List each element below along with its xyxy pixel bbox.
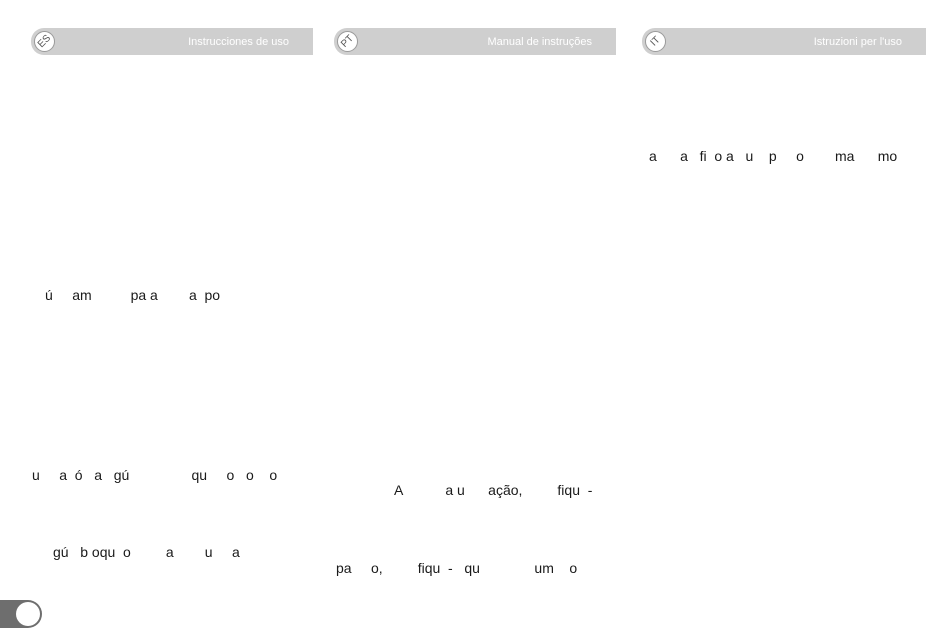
text-fragment-it-1: a a fi o a u p o ma mo: [649, 148, 898, 164]
language-badge-es: [34, 31, 55, 52]
text-fragment-es-1: ú am pa a a po: [45, 287, 221, 303]
header-pt: [334, 28, 616, 55]
header-it: [642, 28, 926, 55]
header-title-it: Istruzioni per l'uso: [813, 36, 902, 48]
text-fragment-pt-2: pa o, fiqu - qu um o: [336, 560, 578, 576]
text-fragment-es-2: u a ó a gú qu o o o: [32, 467, 278, 483]
header-title-es: Instrucciones de uso: [188, 36, 289, 48]
header-es: [31, 28, 313, 55]
text-fragment-es-3: gú b oqu o a u a: [53, 544, 240, 560]
language-code-es: ES: [35, 32, 54, 51]
text-fragment-pt-1: A a u ação, fiqu -: [394, 482, 593, 498]
language-badge-it: [645, 31, 666, 52]
header-title-pt: Manual de instruções: [487, 36, 592, 48]
language-badge-pt: [337, 31, 358, 52]
language-code-pt: PT: [339, 33, 356, 50]
page-tab-decoration: [0, 600, 42, 628]
language-code-it: IT: [648, 34, 663, 49]
page-tab-knob: [16, 602, 40, 626]
